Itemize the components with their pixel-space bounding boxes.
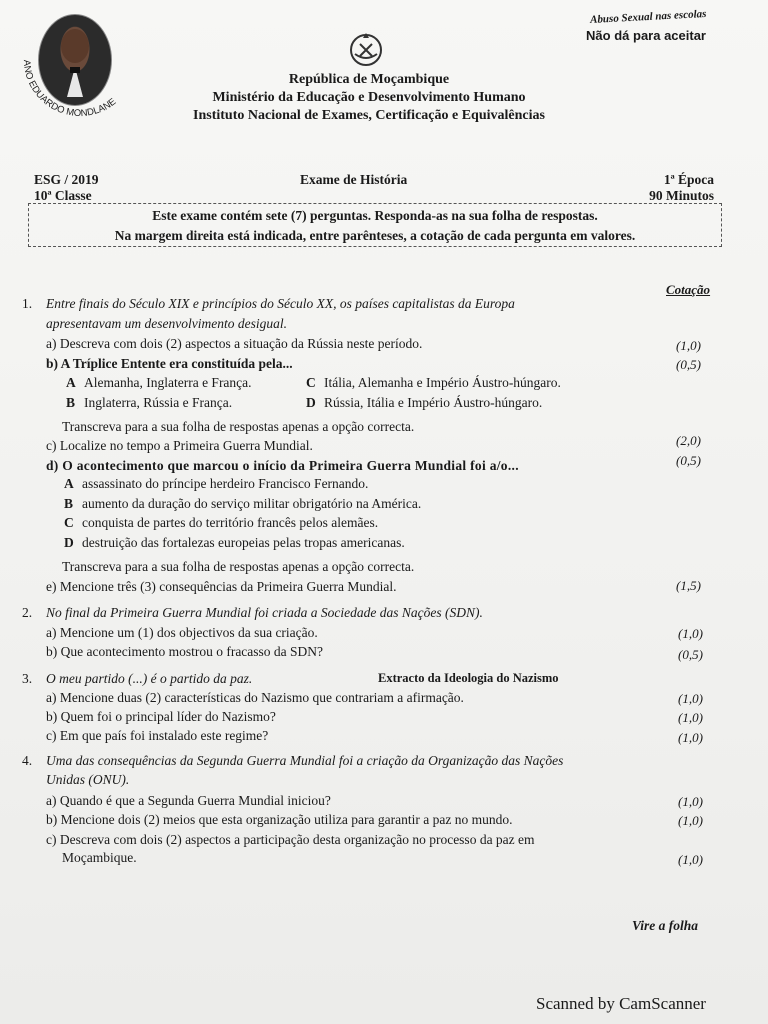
handwritten-note-line2: Não dá para aceitar xyxy=(586,28,706,43)
exam-duration: 90 Minutos xyxy=(649,188,714,203)
republic-title: República de Moçambique xyxy=(288,72,450,87)
q1-e-score: (1,5) xyxy=(676,578,701,593)
exam-epoch: 1ª Época xyxy=(663,172,714,187)
instructions-line2: Na margem direita está indicada, entre parênteses, a cotação de cada pergunta em valores. xyxy=(114,228,636,243)
q1-d-option-b: B aumento da duração do serviço militar obrigatório na América. xyxy=(64,496,422,511)
exam-code: ESG / 2019 xyxy=(34,172,99,187)
q2-a: a) Mencione um (1) dos objectivos da sua criação. xyxy=(46,625,318,640)
q2-b: b) Que acontecimento mostrou o fracasso da SDN? xyxy=(46,644,324,659)
q1-b-option-c: C Itália, Alemanha e Império Áustro-húngaro. xyxy=(306,375,561,390)
institute-title: Instituto Nacional de Exames, Certificação e Equivalências xyxy=(193,108,545,123)
q4-b: b) Mencione dois (2) meios que esta organização utiliza para garantir a paz no mundo. xyxy=(46,812,513,827)
q3-c-score: (1,0) xyxy=(678,730,703,745)
q4-a: a) Quando é que a Segunda Guerra Mundial iniciou? xyxy=(46,793,331,808)
q1-c-score: (2,0) xyxy=(676,433,701,448)
q4-c-score: (1,0) xyxy=(678,852,703,867)
q2-b-score: (0,5) xyxy=(678,647,703,662)
q3-a-score: (1,0) xyxy=(678,691,703,706)
q1-c: c) Localize no tempo a Primeira Guerra Mundial. xyxy=(46,438,313,453)
ministry-title: Ministério da Educação e Desenvolvimento Humano xyxy=(212,90,526,105)
q3-number: 3. xyxy=(22,671,33,686)
portrait-caption: ANO EDUARDO MONDLANE xyxy=(20,59,119,120)
q1-b-score: (0,5) xyxy=(676,357,701,372)
q4-b-score: (1,0) xyxy=(678,813,703,828)
q4-c-line2: Moçambique. xyxy=(62,850,137,865)
q1-e: e) Mencione três (3) consequências da Primeira Guerra Mundial. xyxy=(46,579,397,594)
q3-b: b) Quem foi o principal líder do Nazismo? xyxy=(46,709,276,724)
q2-stem: No final da Primeira Guerra Mundial foi criada a Sociedade das Nações (SDN). xyxy=(46,605,483,620)
q3-source: Extracto da Ideologia do Nazismo xyxy=(378,671,559,685)
q4-number: 4. xyxy=(22,753,33,768)
q1-d-score: (0,5) xyxy=(676,453,701,468)
q1-stem-line1: Entre finais do Século XIX e princípios do Século XX, os países capitalistas da Europa xyxy=(46,296,515,311)
exam-title: Exame de História xyxy=(300,172,408,187)
q3-b-score: (1,0) xyxy=(678,710,703,725)
q3-a: a) Mencione duas (2) características do Nazismo que contrariam a afirmação. xyxy=(46,690,464,705)
q1-b-option-d: D Rússia, Itália e Império Áustro-húngaro. xyxy=(306,395,543,410)
q1-b-option-a: A Alemanha, Inglaterra e França. xyxy=(66,375,252,390)
scanner-watermark: Scanned by CamScanner xyxy=(536,994,706,1013)
cotacao-label: Cotação xyxy=(666,282,711,297)
q3-quote: O meu partido (...) é o partido da paz. xyxy=(46,671,253,686)
q1-d-option-a: A assassinato do príncipe herdeiro Francisco Fernando. xyxy=(64,476,369,491)
q1-d-option-c: C conquista de partes do território francês pelos alemães. xyxy=(64,515,379,530)
q4-stem-line1: Uma das consequências da Segunda Guerra Mundial foi a criação da Organização das Nações xyxy=(46,753,564,768)
q1-stem-line2: apresentavam um desenvolvimento desigual. xyxy=(46,316,287,331)
q1-d: d) O acontecimento que marcou o início da Primeira Guerra Mundial foi a/o... xyxy=(46,458,519,473)
q1-a-score: (1,0) xyxy=(676,338,701,353)
exam-grade: 10ª Classe xyxy=(34,188,92,203)
q1-number: 1. xyxy=(22,296,33,311)
q1-b: b) A Tríplice Entente era constituída pela... xyxy=(46,356,293,371)
turn-page-note: Vire a folha xyxy=(632,918,699,933)
instructions-box xyxy=(28,203,722,247)
q4-c-line1: c) Descreva com dois (2) aspectos a participação desta organização no processo da paz em xyxy=(46,832,535,847)
instructions-line1: Este exame contém sete (7) perguntas. Responda-as na sua folha de respostas. xyxy=(152,208,598,223)
q4-a-score: (1,0) xyxy=(678,794,703,809)
q1-a: a) Descreva com dois (2) aspectos a situação da Rússia neste período. xyxy=(46,336,423,351)
q1-d-option-d: D destruição das fortalezas europeias pelas tropas americanas. xyxy=(64,535,405,550)
handwritten-note-line1: Abuso Sexual nas escolas xyxy=(589,7,707,27)
q2-number: 2. xyxy=(22,605,33,620)
q2-a-score: (1,0) xyxy=(678,626,703,641)
q4-stem-line2: Unidas (ONU). xyxy=(46,772,130,787)
q3-c: c) Em que país foi instalado este regime? xyxy=(46,728,269,743)
q1-b-option-b: B Inglaterra, Rússia e França. xyxy=(66,395,233,410)
mozambique-emblem-icon xyxy=(346,30,386,70)
q1-transcribe-2: Transcreva para a sua folha de respostas apenas a opção correcta. xyxy=(62,559,415,574)
q1-transcribe-1: Transcreva para a sua folha de respostas apenas a opção correcta. xyxy=(62,419,415,434)
